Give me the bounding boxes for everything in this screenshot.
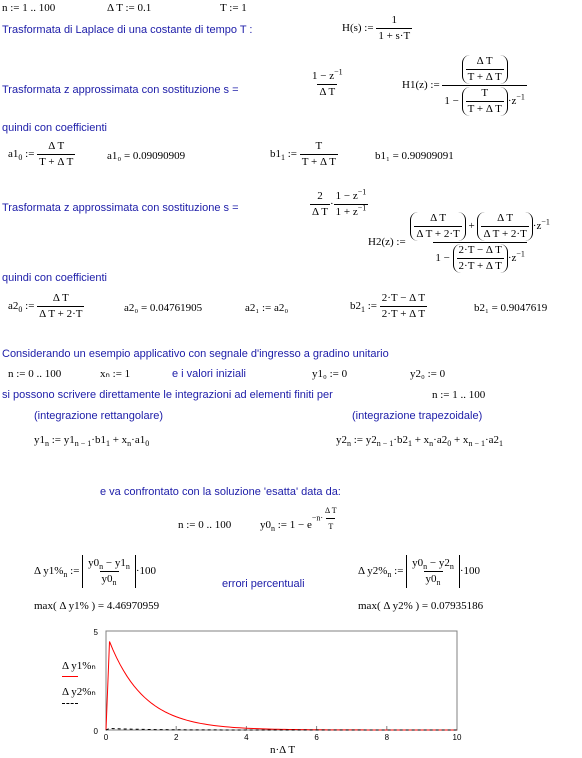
y-tick-label: 5 bbox=[93, 628, 98, 637]
laplace-text: Trasformata di Laplace di una costante di tempo T : bbox=[2, 24, 253, 36]
x-tick-label: 0 bbox=[103, 733, 109, 742]
dy1-def: Δ $y1\%_n$ := $\frac{y0_n - y1_n}{y0_n}$ ·100 bbox=[34, 557, 157, 588]
h1-z-formula: H1(z) := $\frac{\text{Δ T}}{\text{T + Δ T}}$ 1 − $\frac{T}{\text{T + Δ T}}$ $\cdot z^{-1}$ bbox=[402, 55, 525, 115]
range-n3: n := 1 .. 100 bbox=[432, 389, 486, 401]
t-def: T := 1 bbox=[220, 2, 247, 14]
coeff-text1: quindi con coefficienti bbox=[2, 122, 107, 134]
a10-def: $a1_0$ := $\frac{\text{Δ T}}{\text{T + Δ T}}$ bbox=[8, 140, 74, 168]
example-text: Considerando un esempio applicativo con segnale d'ingresso a gradino unitario bbox=[2, 348, 389, 360]
z-approx2-text: Trasformata z approssimata con sostituzione s = bbox=[2, 202, 239, 214]
x-n-def: xₙ := 1 bbox=[100, 368, 131, 380]
compare-text: e va confrontato con la soluzione 'esatta' data da: bbox=[100, 486, 341, 498]
x-tick-label: 8 bbox=[384, 733, 390, 742]
integrations-text: si possono scrivere direttamente le integrazioni ad elementi finiti per bbox=[2, 389, 333, 401]
x-tick-label: 10 bbox=[452, 733, 462, 742]
coeff-text2: quindi con coefficienti bbox=[2, 272, 107, 284]
range-n: n := 1 .. 100 bbox=[2, 2, 56, 14]
y10-def: y1₀ := 0 bbox=[312, 368, 348, 380]
a20-value: a2₀ = 0.04761905 bbox=[124, 302, 203, 314]
dy2-def: Δ $y2\%_n$ := $\frac{y0_n - y2_n}{y0_n}$ ·100 bbox=[358, 557, 481, 588]
b21-def: $b2_1$ := $\frac{\text{2·T − Δ T}}{\text{2·T + Δ T}}$ bbox=[350, 292, 426, 320]
b11-value: b1₁ = 0.90909091 bbox=[375, 150, 454, 162]
legend-series-1: Δ y1%ₙ bbox=[62, 660, 96, 672]
range-n4: n := 0 .. 100 bbox=[178, 519, 232, 531]
b21-value: b2₁ = 0.9047619 bbox=[474, 302, 548, 314]
h-s-formula: H(s) := $\frac{1}{1 + s\cdot T}$ bbox=[342, 14, 411, 42]
max1-value: max( Δ y1% ) = 4.46970959 bbox=[34, 600, 160, 612]
series-dy1-line bbox=[106, 642, 457, 731]
s-subst1: $\frac{1 - z^{-1}}{\text{Δ T}}$ bbox=[312, 67, 343, 98]
h2-z-formula: H2(z) := $\frac{\text{Δ T}}{\text{Δ T + 2·T}}$ + $\frac{\text{Δ T}}{\text{Δ T + 2·T}}$ $\cdot z^{-1}$ 1 − $\frac{\text{2·T − Δ T}}{\text{2·T + Δ T}}$ $\cdot z^{-1}$ bbox=[368, 212, 550, 272]
errors-text: errori percentuali bbox=[222, 578, 305, 590]
z-approx1-text: Trasformata z approssimata con sostituzione s = bbox=[2, 84, 239, 96]
y20-def: y2₀ := 0 bbox=[410, 368, 446, 380]
b11-def: $b1_1$ := $\frac{T}{\text{T + Δ T}}$ bbox=[270, 140, 336, 168]
y-tick-label: 0 bbox=[93, 727, 98, 736]
initial-values-text: e i valori iniziali bbox=[172, 368, 246, 380]
a21-def: a2₁ := a2₀ bbox=[245, 302, 289, 314]
y2-recurrence: $y2_n$ := $y2_{n - 1}\cdot b2_1 + x_n\cdot a2_0 + x_{n - 1}\cdot a2_1$ bbox=[336, 434, 503, 449]
max2-value: max( Δ y2% ) = 0.07935186 bbox=[358, 600, 484, 612]
a10-value: a1₀ = 0.09090909 bbox=[107, 150, 186, 162]
delta-t-def: Δ T := 0.1 bbox=[107, 2, 152, 14]
x-axis-label: n·Δ T bbox=[270, 744, 296, 756]
plot-frame bbox=[106, 631, 457, 730]
s-subst2: $\frac{2}{\text{Δ T}}$ · $\frac{1 - z^{-1}}{1 + z^{-1}}$ bbox=[312, 187, 367, 218]
a20-def: $a2_0$ := $\frac{\text{Δ T}}{\text{Δ T + 2·T}}$ bbox=[8, 292, 83, 320]
legend-series-2: Δ y2%ₙ bbox=[62, 686, 96, 698]
range-n2: n := 0 .. 100 bbox=[8, 368, 62, 380]
x-tick-label: 6 bbox=[314, 733, 319, 742]
x-tick-label: 4 bbox=[244, 733, 249, 742]
rect-text: (integrazione rettangolare) bbox=[34, 410, 164, 422]
y1-recurrence: $y1_n$ := $y1_{n - 1}\cdot b1_1 + x_n\cdot a1_0$ bbox=[34, 434, 150, 449]
trap-text: (integrazione trapezoidale) bbox=[352, 410, 483, 422]
y0-exact: $y0_n$ := 1 − e−n· $\frac{\text{Δ T}}{T}$ bbox=[260, 506, 337, 534]
x-tick-label: 2 bbox=[173, 733, 179, 742]
